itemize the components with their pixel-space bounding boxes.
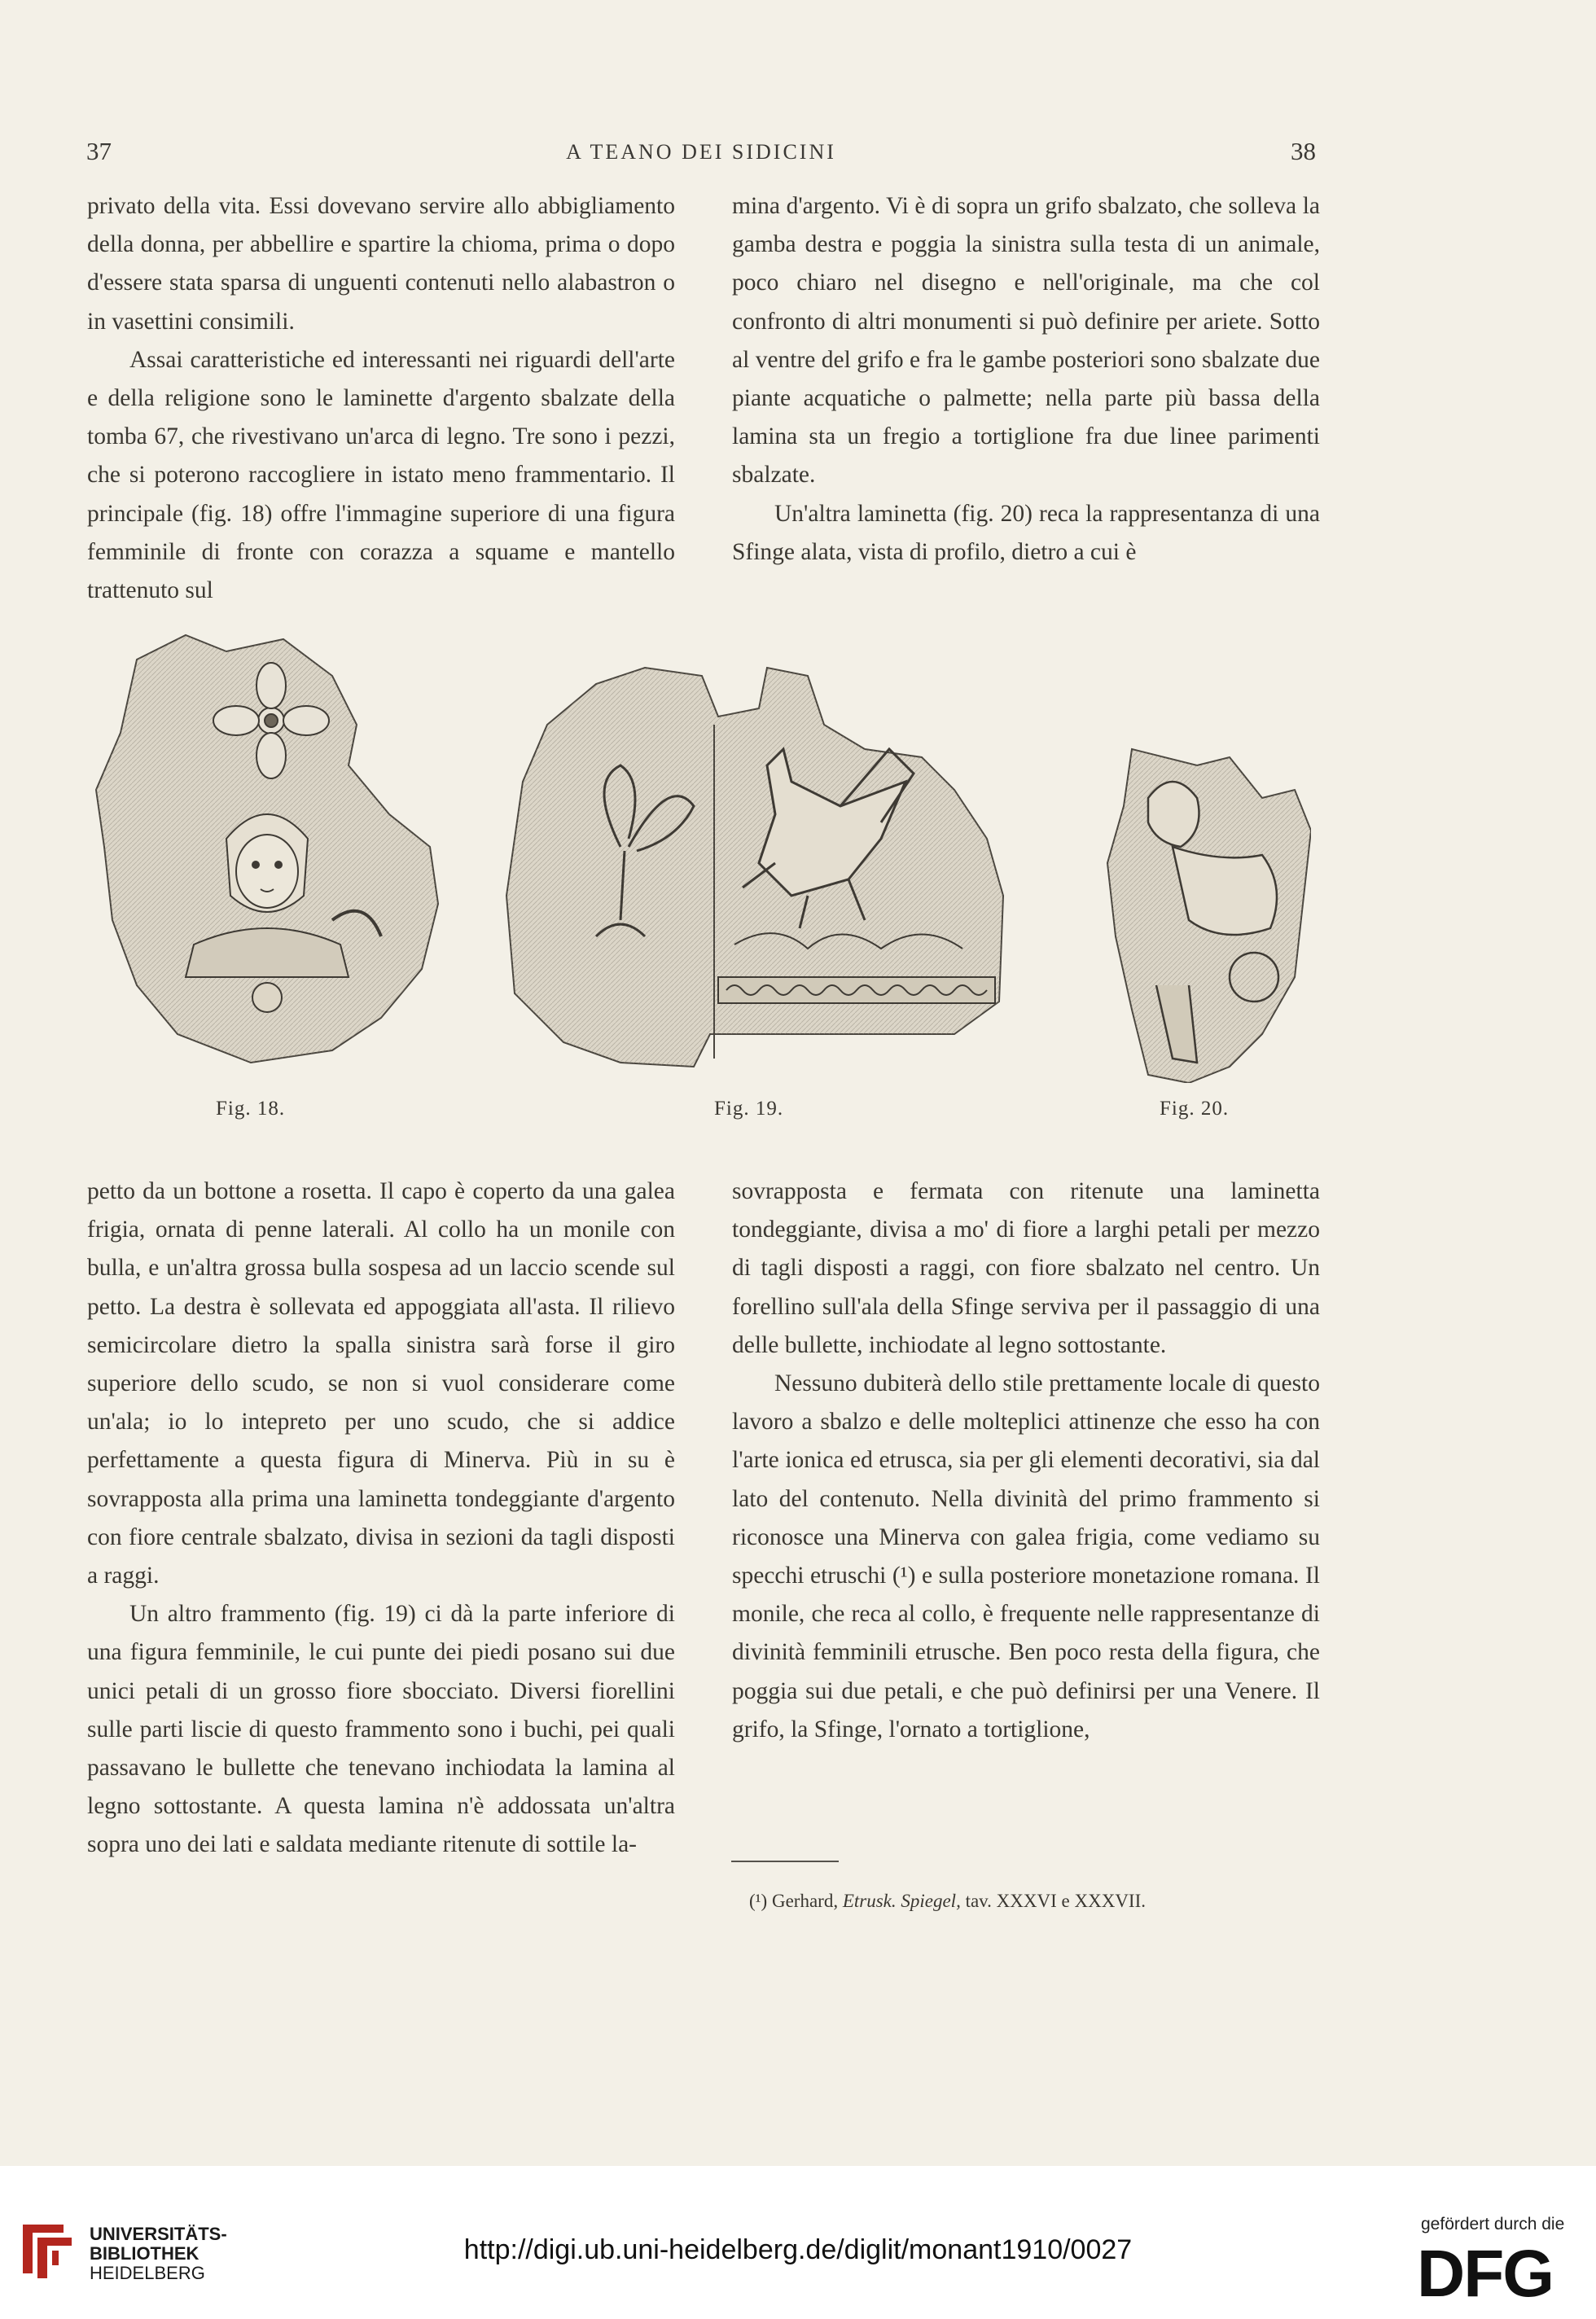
footnote-author: Gerhard, bbox=[771, 1891, 839, 1911]
library-line-3: HEIDELBERG bbox=[90, 2263, 205, 2283]
paragraph: Un'altra laminetta (fig. 20) reca la rappresentanza di una Sfinge alata, vista di profilo, dietro a cui è bbox=[732, 500, 1320, 565]
footnote-reference: tav. XXXVI e XXXVII. bbox=[965, 1891, 1146, 1911]
footnote-mark: (¹) bbox=[749, 1891, 768, 1911]
page-number-right: 38 bbox=[1291, 137, 1316, 165]
figure-19-caption: Fig. 19. bbox=[714, 1098, 784, 1120]
permalink-url[interactable]: http://digi.ub.uni-heidelberg.de/diglit/monant1910/0027 bbox=[463, 2234, 1133, 2265]
column-left-bottom bbox=[87, 1173, 675, 1865]
library-line-1: UNIVERSITÄTS- bbox=[90, 2224, 227, 2244]
running-title: A TEANO DEI SIDICINI bbox=[566, 140, 836, 164]
figure-18-caption: Fig. 18. bbox=[216, 1098, 286, 1120]
paragraph: Assai caratteristiche ed interessanti nei riguardi dell'arte e della religione sono le laminette d'argento sbalzate della tomba 67, che rivestivano un'arca di legno. Tre sono i pezzi, che si poterono raccogliere in istato meno frammentario. Il principale (fig. 18) offre l'immagine superiore di una figura femminile di fronte con corazza a squame e mantello trattenuto sul bbox=[87, 346, 675, 604]
funding-label: gefördert durch die bbox=[1421, 2215, 1565, 2234]
paragraph: Un altro frammento (fig. 19) ci dà la parte inferiore di una figura femminile, le cui punte dei piedi posano sui due unici petali di un grosso fiore sbocciato. Diversi fiorellini sulle parti liscie di questo frammento sono i buchi, pei quali passavano le bullette che tenevano inchiodata la lamina al legno sottostante. A questa lamina n'è addossata un'altra sopra uno dei lati e saldata mediante ritenute di sottile la- bbox=[87, 1601, 675, 1858]
footnote bbox=[749, 1891, 1146, 1912]
paragraph: privato della vita. Essi dovevano servire allo abbigliamento della donna, per abbellire e spartire la chioma, prima o dopo d'essere stata sparsa di unguenti contenuti nello alabastron o in vasettini consimili. bbox=[87, 193, 675, 335]
paragraph: sovrapposta e fermata con ritenute una laminetta tondeggiante, divisa a mo' di fiore a larghi petali per mezzo di tagli disposti a raggi, con fiore sbalzato nel centro. Un forellino sull'ala della Sfinge serviva per il passaggio di una delle bullette, inchiodate al legno sottostante. bbox=[732, 1178, 1320, 1358]
dfg-logo-icon: DFG bbox=[1417, 2237, 1554, 2311]
running-head bbox=[86, 137, 1316, 169]
library-line-2: BIBLIOTHEK bbox=[90, 2243, 200, 2264]
figure-20-caption: Fig. 20. bbox=[1160, 1098, 1230, 1120]
page-number-left: 37 bbox=[86, 137, 112, 165]
figure-18-illustration bbox=[88, 627, 454, 1067]
footnote-work: Etrusk. Spiegel, bbox=[842, 1891, 961, 1911]
paragraph: petto da un bottone a rosetta. Il capo è coperto da una galea frigia, ornata di penne laterali. Al collo ha un monile con bulla, e un'altra grossa bulla sospesa ad un laccio scende sul petto. La destra è sollevata ed appoggiata all'asta. Il rilievo semicircolare dietro la spalla sinistra sarà forse il giro superiore dello scudo, se non si vuol considerare come un'ala; io lo intepreto per uno scudo, che si addice perfettamente a questa figura di Minerva. Più in su è sovrapposta alla prima una laminetta tondeggiante d'argento con fiore centrale sbalzato, divisa in sezioni da tagli disposti a raggi. bbox=[87, 1178, 675, 1589]
figure-19-illustration bbox=[498, 651, 1019, 1075]
column-right-bottom bbox=[732, 1173, 1320, 1749]
figure-20-illustration bbox=[1099, 741, 1311, 1083]
paragraph: mina d'argento. Vi è di sopra un grifo sbalzato, che solleva la gamba destra e poggia la sinistra sulla testa di un animale, poco chiaro nel disegno e nell'originale, ma che col confronto di altri monumenti si può definire per ariete. Sotto al ventre del grifo e fra le gambe posteriori sono sbalzate due piante acquatiche o palmette; nella parte più bassa della lamina sta un fregio a tortiglione fra due linee parimenti sbalzate. bbox=[732, 193, 1320, 489]
column-right-top bbox=[732, 187, 1320, 572]
footnote-rule bbox=[731, 1861, 839, 1862]
column-left-top bbox=[87, 187, 675, 610]
paragraph: Nessuno dubiterà dello stile prettamente locale di questo lavoro a sbalzo e delle molteplici attinenze che esso ha con l'arte ionica ed etrusca, sia per gli elementi decorativi, sia dal lato del contenuto. Nella divinità del primo frammento si riconosce una Minerva con galea frigia, come vediamo su specchi etruschi (¹) e sulla posteriore monetazione romana. Il monile, che reca al collo, è frequente nelle rappresentanze di divinità femminili etrusche. Ben poco resta della figura, che poggia sui due petali, e che può definirsi per una Venere. Il grifo, la Sfinge, l'ornato a tortiglione, bbox=[732, 1370, 1320, 1743]
